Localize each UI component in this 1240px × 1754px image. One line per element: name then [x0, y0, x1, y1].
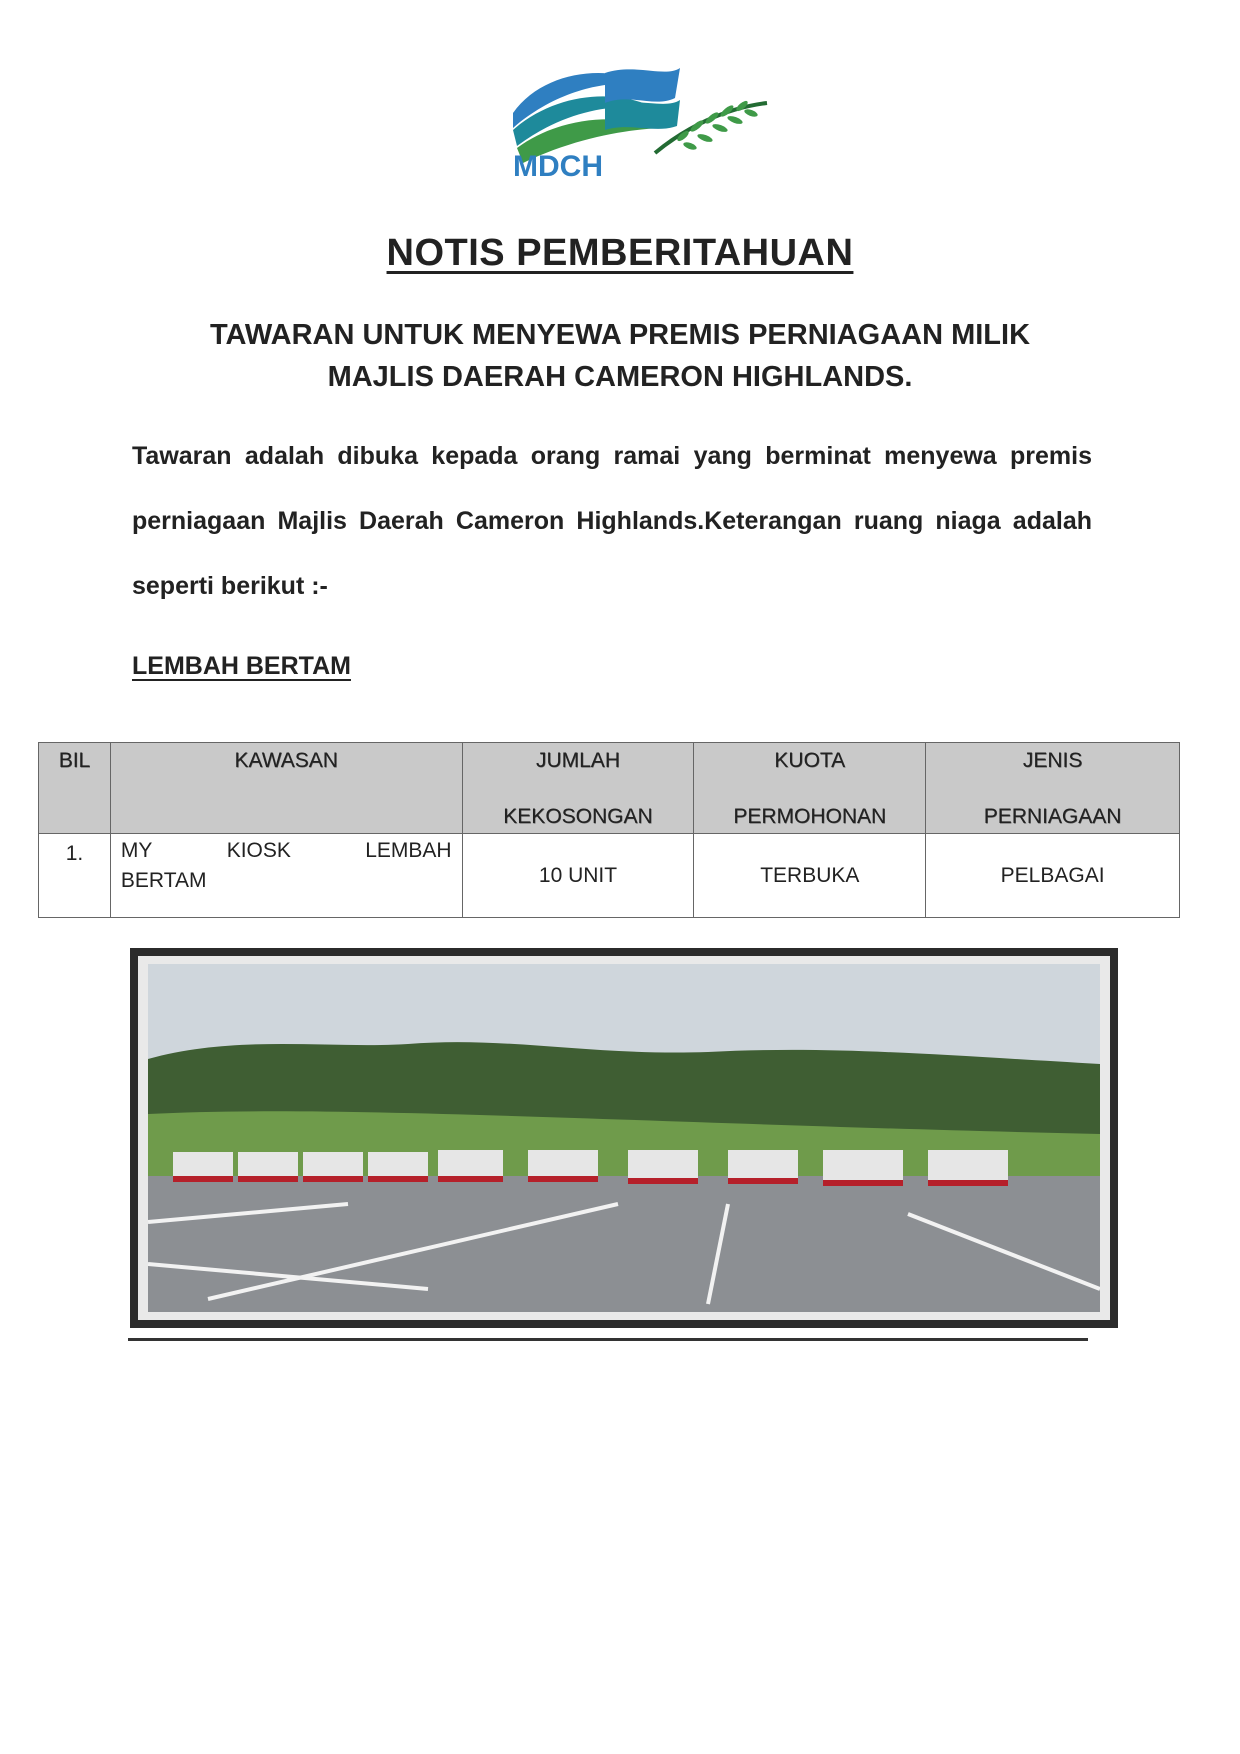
notice-title: NOTIS PEMBERITAHUAN — [386, 232, 854, 274]
header-kuota-permohonan: KUOTA PERMOHONAN — [694, 743, 926, 834]
subtitle-line-1: TAWARAN UNTUK MENYEWA PREMIS PERNIAGAAN MILIK — [209, 319, 1031, 351]
cell-kuota: TERBUKA — [694, 834, 926, 918]
council-logo — [505, 58, 775, 183]
intro-paragraph: Tawaran adalah dibuka kepada orang ramai yang berminat menyewa premis perniagaan Majlis Daerah Cameron Highlands.Keterangan ruang niaga adalah seperti berikut :- — [132, 442, 1092, 600]
subtitle-line-2: MAJLIS DAERAH CAMERON HIGHLANDS. — [327, 361, 913, 393]
header-kawasan: KAWASAN — [110, 743, 462, 834]
logo-text: MDCH — [513, 150, 603, 183]
cell-kawasan: MY KIOSK LEMBAH BERTAM — [110, 834, 462, 918]
cell-bil: 1. — [39, 834, 111, 918]
section-heading: LEMBAH BERTAM — [132, 652, 351, 680]
footer-rule — [128, 1338, 1088, 1341]
notice-subtitle — [120, 314, 1120, 398]
cell-jenis: PELBAGAI — [926, 834, 1180, 918]
cell-jumlah: 10 UNIT — [462, 834, 694, 918]
header-jumlah-kekosongan: JUMLAH KEKOSONGAN — [462, 743, 694, 834]
kiosk-photo — [130, 948, 1118, 1328]
table-row — [39, 834, 1180, 918]
header-jenis-perniagaan: JENIS PERNIAGAAN — [926, 743, 1180, 834]
premises-table — [38, 742, 1180, 918]
header-bil: BIL — [39, 743, 111, 834]
table-header-row — [39, 743, 1180, 834]
